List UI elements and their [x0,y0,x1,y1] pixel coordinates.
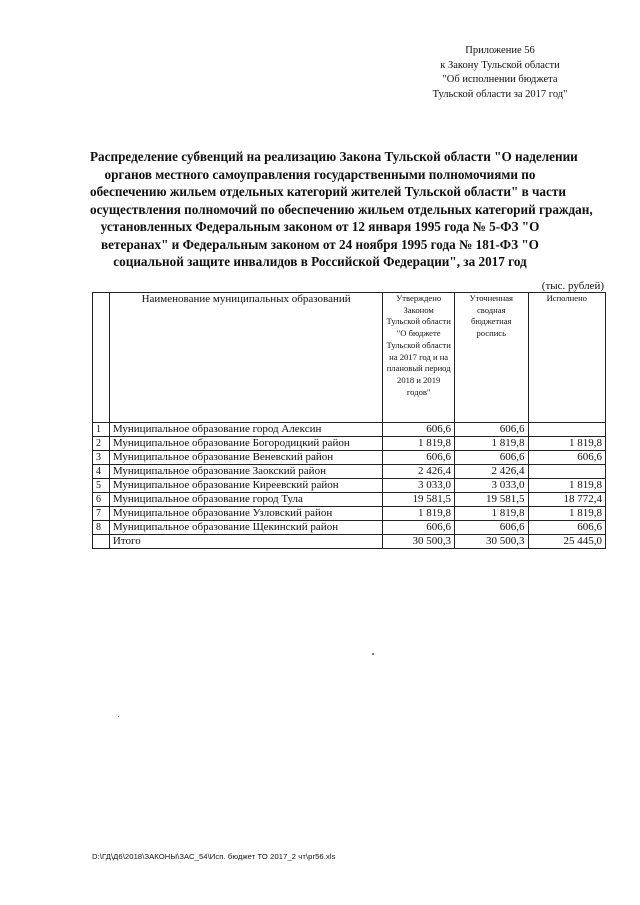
subsidy-table [92,292,606,549]
appendix-line-3: "Об исполнении бюджета [442,74,558,85]
appendix-note [400,44,600,102]
row-refined: 3 033,0 [454,479,528,493]
scan-speck [372,653,374,655]
appendix-line-2: к Закону Тульской области [440,59,560,71]
row-executed [528,423,605,437]
row-executed: 1 819,8 [528,479,605,493]
row-refined: 606,6 [454,423,528,437]
row-executed: 18 772,4 [528,493,605,507]
title-line-5: установленных Федеральным законом от 12 января 1995 года № 5-ФЗ "О [100,219,540,234]
row-index: 1 [93,423,110,437]
row-refined: 606,6 [454,521,528,535]
header-name: Наименование муниципальных образований [109,293,382,423]
row-index: 5 [93,479,110,493]
title-line-3: обеспечению жильем отдельных категорий жителей Тульской области" в части [90,184,566,199]
row-index: 2 [93,437,110,451]
row-approved: 606,6 [383,451,455,465]
row-approved: 606,6 [383,521,455,535]
row-refined: 1 819,8 [454,437,528,451]
row-approved: 1 819,8 [383,437,455,451]
title-line-6: ветеранах" и Федеральным законом от 24 ноября 1995 года № 181-ФЗ "О [101,236,539,252]
header-executed: Исполнено [528,293,605,423]
total-executed: 25 445,0 [528,535,605,549]
total-refined: 30 500,3 [454,535,528,549]
row-refined: 606,6 [454,451,528,465]
document-title [90,148,593,271]
total-row [93,535,606,549]
row-name: Муниципальное образование город Алексин [109,423,382,437]
table-row [93,423,606,437]
row-index: 8 [93,521,110,535]
row-approved: 19 581,5 [383,493,455,507]
table-row [93,451,606,465]
row-name: Муниципальное образование Веневский район [109,451,382,465]
title-line-1: Распределение субвенций на реализацию Закона Тульской области "О наделении [90,149,578,164]
table-row [93,507,606,521]
row-approved: 3 033,0 [383,479,455,493]
appendix-line-4: Тульской области за 2017 год" [432,88,568,100]
table-row [93,437,606,451]
table-row [93,521,606,535]
row-executed [528,465,605,479]
row-executed: 1 819,8 [528,507,605,521]
row-approved: 2 426,4 [383,465,455,479]
row-executed: 1 819,8 [528,437,605,451]
row-name: Муниципальное образование Узловский район [109,507,382,521]
header-refined: Уточненная сводная бюджетная роспись [454,293,528,423]
row-refined: 1 819,8 [454,507,528,521]
row-index: 3 [93,451,110,465]
row-name: Муниципальное образование Заокский район [109,465,382,479]
table-row [93,479,606,493]
file-path-footer: D:\ГД\Д6\2018\ЗАКОНЫ\ЗАС_54\Исп. бюджет ТО 2017_2 чт\pr56.xls [92,852,336,861]
row-name: Муниципальное образование город Тула [109,493,382,507]
row-refined: 19 581,5 [454,493,528,507]
title-line-4: осуществления полномочий по обеспечению жильем отдельных категорий граждан, [90,201,593,217]
table-row [93,465,606,479]
row-index: 4 [93,465,110,479]
row-name: Муниципальное образование Киреевский район [109,479,382,493]
table-header-row [93,293,606,423]
appendix-line-1: Приложение 56 [465,45,535,56]
table-row [93,493,606,507]
row-index: 6 [93,493,110,507]
header-index [93,293,110,423]
row-index: 7 [93,507,110,521]
row-executed: 606,6 [528,521,605,535]
row-name: Муниципальное образование Щекинский район [109,521,382,535]
header-approved: Утверждено Законом Тульской области "О бюджете Тульской области на 2017 год и на плановый период 2018 и 2019 годов" [383,293,455,423]
scan-speck [118,716,119,717]
title-line-2: органов местного самоуправления государственными полномочиями по [104,166,536,182]
row-executed: 606,6 [528,451,605,465]
title-line-7: социальной защите инвалидов в Российской Федерации", за 2017 год [113,254,527,269]
total-label: Итого [109,535,382,549]
row-approved: 606,6 [383,423,455,437]
row-refined: 2 426,4 [454,465,528,479]
row-name: Муниципальное образование Богородицкий район [109,437,382,451]
unit-label: (тыс. рублей) [541,280,604,292]
total-approved: 30 500,3 [383,535,455,549]
row-approved: 1 819,8 [383,507,455,521]
total-index [93,535,110,549]
